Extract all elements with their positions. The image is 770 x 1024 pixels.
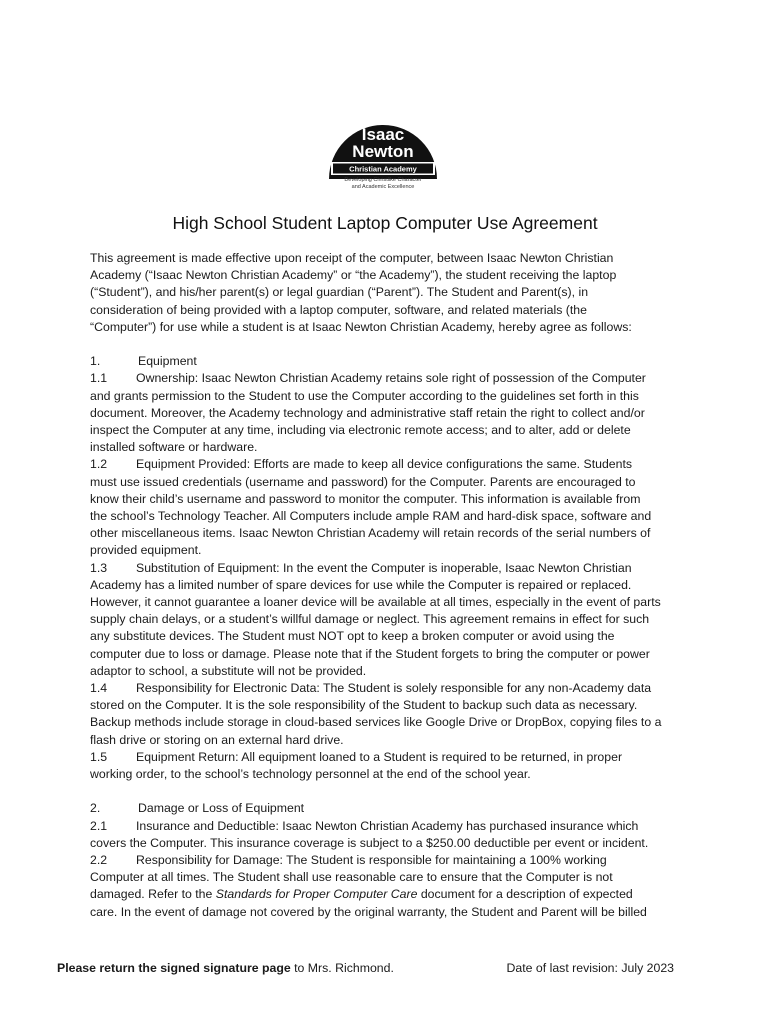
clause-line: Responsibility for Electronic Data: The Student is solely responsible for any non-Academy data — [136, 681, 652, 696]
section-title: Damage or Loss of Equipment — [138, 801, 305, 816]
agreement-body — [90, 250, 690, 921]
clause-line: must use issued credentials (username and password) for the Computer. Parents are encouraged to — [90, 474, 636, 489]
logo-tagline-line-2: and Academic Excellence — [351, 184, 415, 190]
clause-1-2 — [90, 456, 690, 559]
return-instruction — [57, 961, 394, 975]
clause-line: stored on the Computer. It is the sole responsibility of the Student to backup such data as necessary. — [90, 698, 638, 713]
clause-line: Computer at all times. The Student shall use reasonable care to ensure that the Computer is not — [90, 870, 613, 885]
clause-line: Academy has a limited number of spare devices for use while the Computer is repaired or replaced. — [90, 577, 632, 592]
clause-line: adaptor to school, a substitute will not be provided. — [90, 663, 367, 678]
logo-tagline-line-1: Developing Christlike Character — [344, 177, 422, 183]
clause-line: Equipment Provided: Efforts are made to keep all device configurations the same. Students — [136, 457, 633, 472]
clause-line: Responsibility for Damage: The Student is responsible for maintaining a 100% working — [136, 853, 607, 868]
intro-line: consideration of being provided with a laptop computer, software, and related materials (the — [90, 302, 587, 317]
clause-1-3 — [90, 560, 690, 680]
intro-line: Academy (“Isaac Newton Christian Academy” or “the Academy”), the student receiving the laptop — [90, 268, 617, 283]
clause-line: computer due to loss or damage. Please note that if the Student forgets to bring the computer or power — [90, 646, 650, 661]
section-heading — [90, 353, 690, 370]
clause-number: 2.1 — [90, 818, 108, 833]
clause-text: document for a description of expected — [417, 887, 633, 902]
clause-number: 1.4 — [90, 681, 108, 696]
clause-line: Substitution of Equipment: In the event the Computer is inoperable, Isaac Newton Christian — [136, 560, 632, 575]
section-title: Equipment — [138, 354, 197, 369]
clause-text: damaged. Refer to the — [90, 887, 216, 902]
clause-number: 1.5 — [90, 749, 108, 764]
clause-line: Ownership: Isaac Newton Christian Academy retains sole right of possession of the Computer — [136, 371, 646, 386]
clause-line — [90, 886, 690, 903]
clause-1-5 — [90, 749, 690, 783]
clause-line: provided equipment. — [90, 543, 202, 558]
clause-line: working order, to the school’s technology personnel at the end of the school year. — [90, 767, 531, 782]
clause-line: Equipment Return: All equipment loaned to a Student is required to be returned, in proper — [136, 749, 623, 764]
clause-1-1 — [90, 370, 690, 456]
logo-line-christian-academy: Christian Academy — [349, 164, 417, 174]
clause-line: installed software or hardware. — [90, 440, 258, 455]
intro-line: This agreement is made effective upon receipt of the computer, between Isaac Newton Christian — [90, 251, 614, 265]
intro-line: (“Student”), and his/her parent(s) or legal guardian (“Parent”). The Student and Parent(s), in — [90, 285, 589, 300]
clause-line: any substitute devices. The Student must NOT opt to keep a broken computer or avoid using the — [90, 629, 615, 644]
section-number: 2. — [90, 801, 101, 816]
clause-2-2 — [90, 852, 690, 921]
logo-tagline — [320, 177, 446, 191]
clause-line: flash drive or storing on an external hard drive. — [90, 732, 344, 747]
clause-line: Insurance and Deductible: Isaac Newton Christian Academy has purchased insurance which — [136, 818, 639, 833]
clause-line: Backup methods include storage in cloud-based services like Google Drive or DropBox, copying files to a — [90, 715, 662, 730]
clause-line: document. Moreover, the Academy technology and administrative staff retain the right to collect and/or — [90, 405, 645, 420]
logo-line-isaac: Isaac — [361, 125, 405, 144]
clause-number: 1.2 — [90, 457, 108, 472]
clause-line: covers the Computer. This insurance coverage is subject to a $250.00 deductible per event or incident. — [90, 835, 649, 850]
clause-number: 2.2 — [90, 853, 108, 868]
clause-line: supply chain delays, or a student’s willful damage or neglect. This agreement remains in effect for such — [90, 612, 650, 627]
return-instruction-bold: Please return the signed signature page — [57, 961, 291, 975]
clause-line: inspect the Computer at any time, including via electronic remote access; and to alter, add or delete — [90, 423, 631, 438]
intro-paragraph — [90, 250, 690, 336]
clause-number: 1.1 — [90, 371, 108, 386]
clause-line: other miscellaneous items. Isaac Newton Christian Academy will retain records of the serial numbers of — [90, 526, 651, 541]
logo-line-newton: Newton — [352, 142, 414, 161]
clause-line: and grants permission to the Student to use the Computer according to the guidelines set forth in this — [90, 388, 639, 403]
clause-number: 1.3 — [90, 560, 108, 575]
clause-line: However, it cannot guarantee a loaner device will be available at all times, especially in the event of parts — [90, 595, 661, 610]
return-instruction-rest: to Mrs. Richmond. — [290, 961, 394, 975]
intro-line: “Computer”) for use while a student is at Isaac Newton Christian Academy, hereby agree as follows: — [90, 319, 632, 334]
clause-line: care. In the event of damage not covered by the original warranty, the Student and Parent will be billed — [90, 904, 647, 919]
section-2-damage-or-loss — [90, 800, 690, 920]
document-title: High School Student Laptop Computer Use Agreement — [172, 213, 598, 233]
clause-line: know their child’s username and password to monitor the computer. This information is available from — [90, 491, 641, 506]
clause-line: the school’s Technology Teacher. All Computers include ample RAM and hard-disk space, software and — [90, 509, 652, 524]
clause-1-4 — [90, 680, 690, 749]
revision-date: Date of last revision: July 2023 — [506, 961, 674, 975]
section-heading — [90, 800, 690, 817]
section-1-equipment — [90, 353, 690, 783]
standards-document-reference: Standards for Proper Computer Care — [215, 887, 418, 902]
clause-2-1 — [90, 818, 690, 852]
section-number: 1. — [90, 354, 101, 369]
